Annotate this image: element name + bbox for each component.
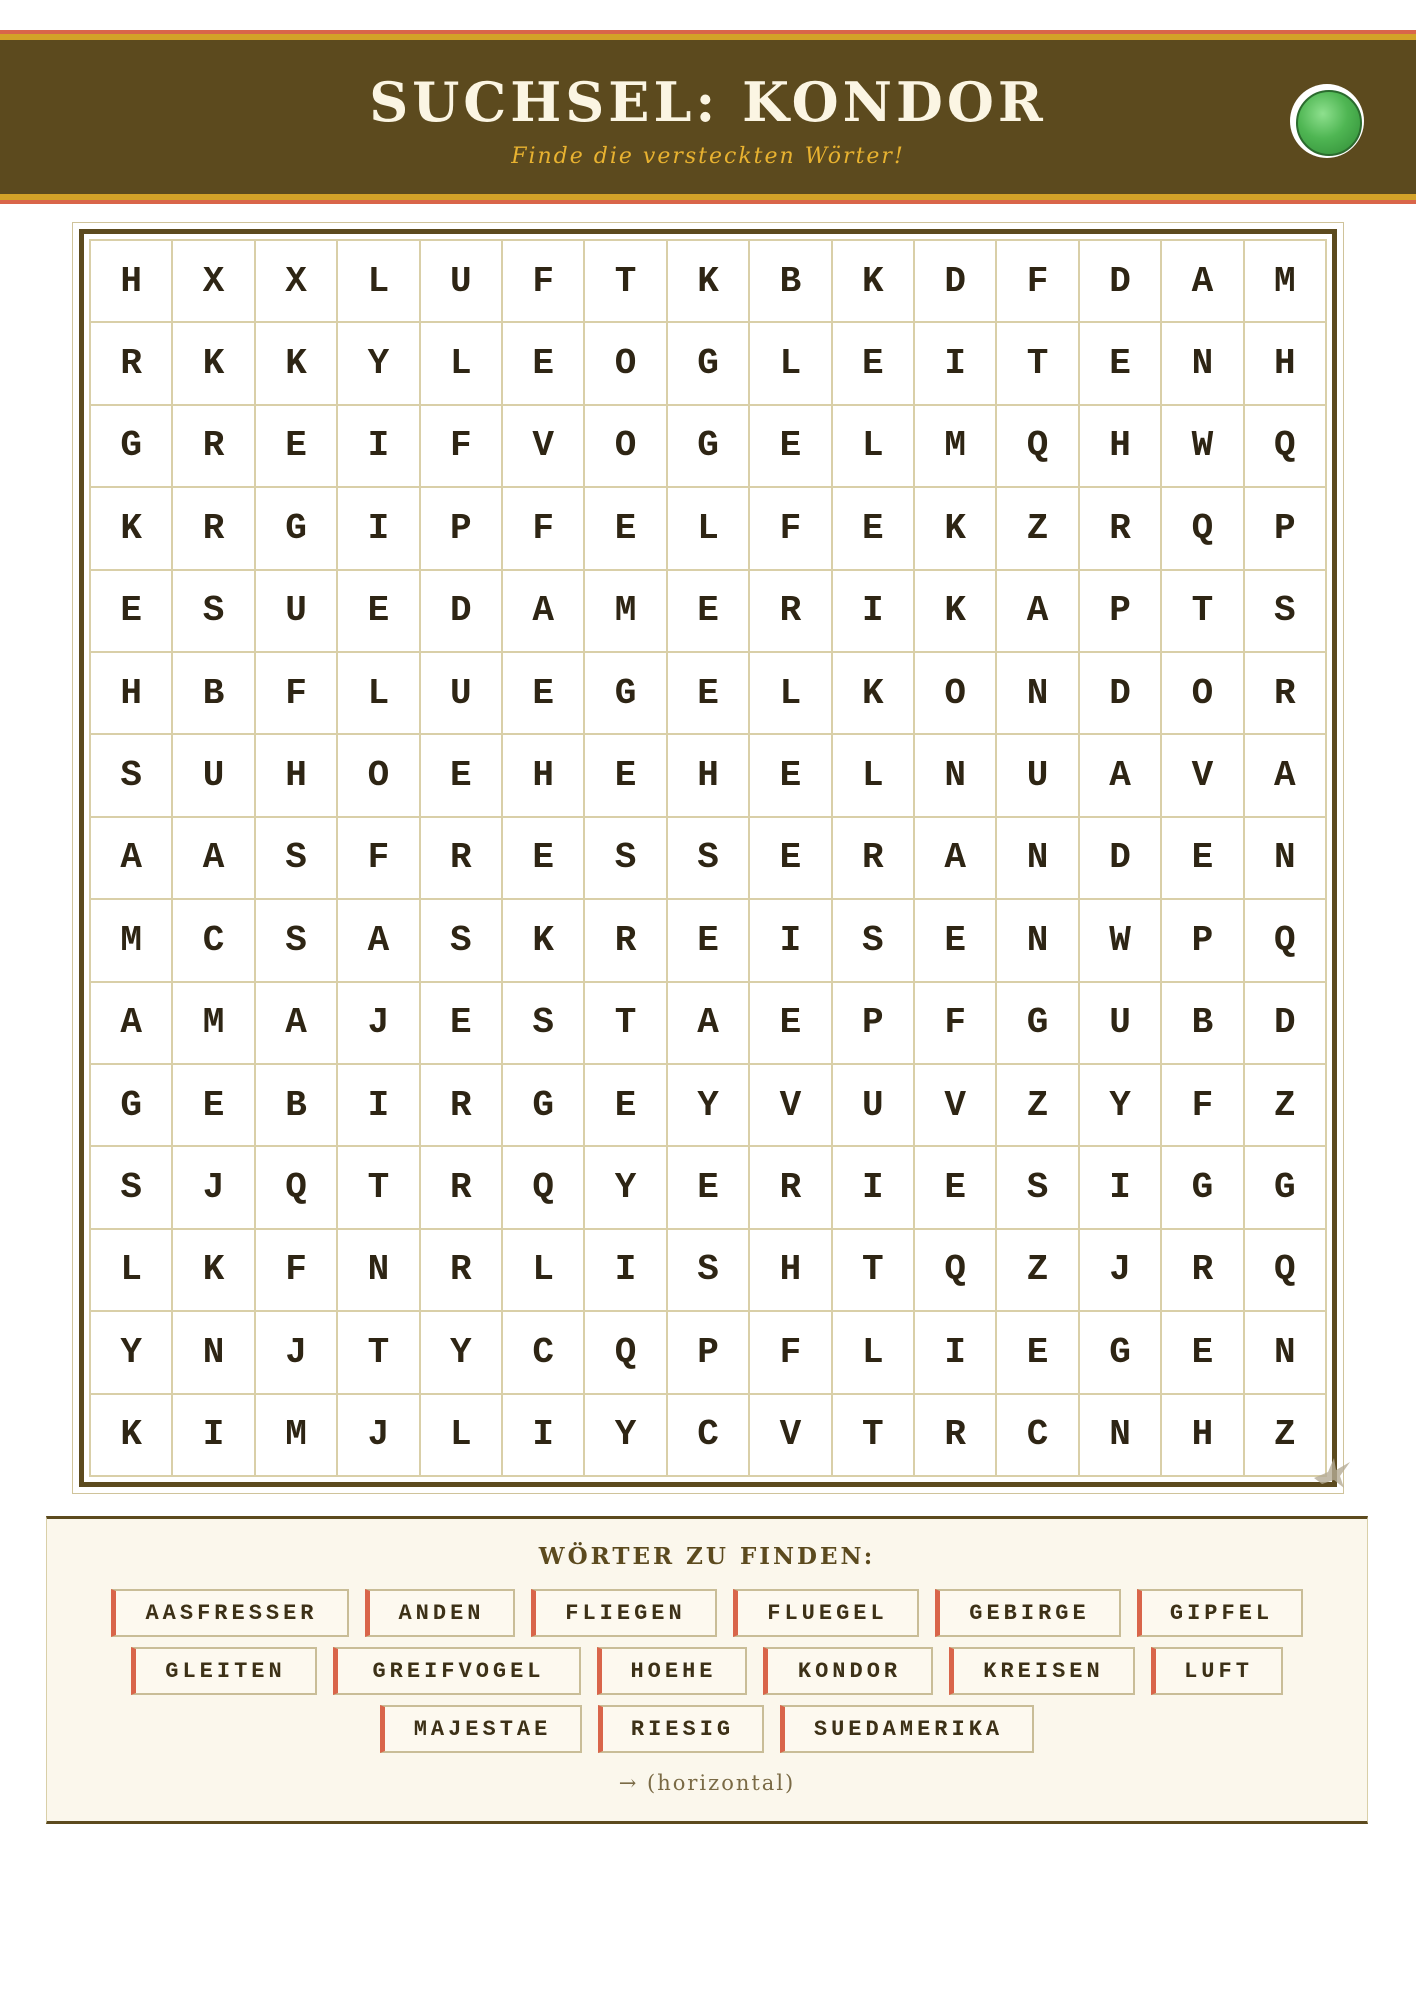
word-chip: GREIFVOGEL: [333, 1647, 581, 1695]
grid-cell[interactable]: E: [668, 1147, 750, 1229]
grid-cell[interactable]: J: [173, 1147, 255, 1229]
header-banner: [0, 34, 1416, 200]
grid-cell[interactable]: N: [338, 1230, 420, 1312]
grid-cell[interactable]: Q: [256, 1147, 338, 1229]
grid-cell[interactable]: E: [750, 983, 832, 1065]
grid-cell[interactable]: E: [91, 571, 173, 653]
grid-cell[interactable]: I: [915, 1312, 997, 1394]
grid-cell[interactable]: E: [915, 900, 997, 982]
grid-cell[interactable]: J: [338, 983, 420, 1065]
letter-grid: [89, 239, 1327, 1477]
grid-cell[interactable]: I: [750, 900, 832, 982]
grid-cell[interactable]: E: [173, 1065, 255, 1147]
grid-cell[interactable]: F: [503, 488, 585, 570]
grid-cell[interactable]: J: [256, 1312, 338, 1394]
grid-cell[interactable]: K: [668, 241, 750, 323]
grid-cell[interactable]: T: [833, 1395, 915, 1477]
grid-cell[interactable]: U: [997, 735, 1079, 817]
grid-cell[interactable]: N: [997, 653, 1079, 735]
grid-cell[interactable]: F: [338, 818, 420, 900]
grid-cell[interactable]: H: [91, 241, 173, 323]
grid-cell[interactable]: I: [833, 1147, 915, 1229]
grid-cell[interactable]: T: [338, 1312, 420, 1394]
grid-cell[interactable]: F: [997, 241, 1079, 323]
grid-cell[interactable]: Q: [503, 1147, 585, 1229]
grid-cell[interactable]: N: [1162, 323, 1244, 405]
grid-cell[interactable]: X: [256, 241, 338, 323]
word-list-row: [47, 1647, 1367, 1695]
word-chip: KONDOR: [763, 1647, 933, 1695]
grid-cell[interactable]: R: [1080, 488, 1162, 570]
grid-cell[interactable]: L: [750, 323, 832, 405]
grid-cell[interactable]: L: [668, 488, 750, 570]
grid-cell[interactable]: F: [750, 488, 832, 570]
grid-cell[interactable]: S: [1245, 571, 1327, 653]
grid-cell[interactable]: K: [173, 1230, 255, 1312]
grid-cell[interactable]: E: [668, 653, 750, 735]
grid-cell[interactable]: R: [1245, 653, 1327, 735]
grid-cell[interactable]: E: [421, 735, 503, 817]
grid-cell[interactable]: R: [1162, 1230, 1244, 1312]
grid-cell[interactable]: R: [173, 406, 255, 488]
grid-cell[interactable]: D: [1245, 983, 1327, 1065]
grid-cell[interactable]: D: [1080, 241, 1162, 323]
grid-cell[interactable]: N: [173, 1312, 255, 1394]
grid-cell[interactable]: R: [421, 1147, 503, 1229]
grid-cell[interactable]: M: [915, 406, 997, 488]
grid-cell[interactable]: A: [503, 571, 585, 653]
word-list-panel: [46, 1516, 1368, 1824]
word-chip: RIESIG: [598, 1705, 764, 1753]
grid-cell[interactable]: E: [1162, 1312, 1244, 1394]
grid-cell[interactable]: P: [1162, 900, 1244, 982]
grid-cell[interactable]: O: [585, 323, 667, 405]
grid-cell[interactable]: K: [833, 653, 915, 735]
grid-cell[interactable]: R: [833, 818, 915, 900]
grid-cell[interactable]: Y: [585, 1395, 667, 1477]
grid-cell[interactable]: P: [1245, 488, 1327, 570]
grid-cell[interactable]: E: [833, 323, 915, 405]
grid-cell[interactable]: I: [833, 571, 915, 653]
grid-cell[interactable]: Q: [1162, 488, 1244, 570]
grid-cell[interactable]: H: [503, 735, 585, 817]
grid-cell[interactable]: V: [750, 1395, 832, 1477]
grid-cell[interactable]: L: [421, 323, 503, 405]
grid-cell[interactable]: U: [1080, 983, 1162, 1065]
grid-cell[interactable]: A: [1162, 241, 1244, 323]
grid-cell[interactable]: A: [338, 900, 420, 982]
grid-cell[interactable]: S: [833, 900, 915, 982]
grid-cell[interactable]: M: [173, 983, 255, 1065]
grid-cell[interactable]: G: [503, 1065, 585, 1147]
grid-cell[interactable]: C: [668, 1395, 750, 1477]
grid-cell[interactable]: K: [503, 900, 585, 982]
grid-cell[interactable]: W: [1080, 900, 1162, 982]
grid-cell[interactable]: E: [503, 653, 585, 735]
grid-cell[interactable]: N: [997, 900, 1079, 982]
grid-cell[interactable]: E: [585, 1065, 667, 1147]
grid-cell[interactable]: T: [585, 241, 667, 323]
grid-cell[interactable]: H: [256, 735, 338, 817]
grid-cell[interactable]: I: [503, 1395, 585, 1477]
grid-cell[interactable]: N: [915, 735, 997, 817]
grid-cell[interactable]: S: [91, 1147, 173, 1229]
grid-cell[interactable]: B: [750, 241, 832, 323]
word-chip: MAJESTAE: [380, 1705, 582, 1753]
grid-cell[interactable]: E: [997, 1312, 1079, 1394]
grid-cell[interactable]: N: [997, 818, 1079, 900]
word-chip: AASFRESSER: [111, 1589, 349, 1637]
grid-cell[interactable]: T: [833, 1230, 915, 1312]
grid-cell[interactable]: S: [997, 1147, 1079, 1229]
grid-cell[interactable]: G: [585, 653, 667, 735]
grid-cell[interactable]: K: [91, 488, 173, 570]
grid-cell[interactable]: B: [1162, 983, 1244, 1065]
word-chip: GEBIRGE: [935, 1589, 1121, 1637]
page-subtitle: Finde die versteckten Wörter!: [511, 144, 905, 169]
grid-cell[interactable]: L: [503, 1230, 585, 1312]
grid-cell[interactable]: Z: [997, 1230, 1079, 1312]
grid-cell[interactable]: I: [1080, 1147, 1162, 1229]
grid-cell[interactable]: E: [833, 488, 915, 570]
grid-cell[interactable]: K: [91, 1395, 173, 1477]
grid-cell[interactable]: E: [338, 571, 420, 653]
grid-cell[interactable]: E: [1080, 323, 1162, 405]
grid-cell[interactable]: L: [833, 735, 915, 817]
grid-cell[interactable]: A: [997, 571, 1079, 653]
grid-cell[interactable]: E: [256, 406, 338, 488]
grid-cell[interactable]: O: [915, 653, 997, 735]
grid-cell[interactable]: U: [421, 241, 503, 323]
grid-cell[interactable]: A: [91, 818, 173, 900]
grid-cell[interactable]: G: [91, 1065, 173, 1147]
grid-cell[interactable]: Z: [997, 1065, 1079, 1147]
grid-cell[interactable]: F: [421, 406, 503, 488]
grid-cell[interactable]: N: [1245, 818, 1327, 900]
grid-cell[interactable]: S: [668, 1230, 750, 1312]
word-list-row: [47, 1705, 1367, 1753]
grid-cell[interactable]: S: [91, 735, 173, 817]
grid-cell[interactable]: D: [1080, 818, 1162, 900]
grid-cell[interactable]: A: [173, 818, 255, 900]
grid-cell[interactable]: Y: [91, 1312, 173, 1394]
grid-cell[interactable]: E: [503, 818, 585, 900]
word-chip: ANDEN: [365, 1589, 515, 1637]
grid-cell[interactable]: U: [833, 1065, 915, 1147]
direction-hint: → (horizontal): [618, 1771, 796, 1795]
grid-cell[interactable]: B: [256, 1065, 338, 1147]
grid-cell[interactable]: U: [173, 735, 255, 817]
grid-cell[interactable]: E: [750, 735, 832, 817]
grid-cell[interactable]: X: [173, 241, 255, 323]
word-chip: FLUEGEL: [733, 1589, 919, 1637]
word-list-row: [47, 1589, 1367, 1637]
grid-cell[interactable]: R: [750, 1147, 832, 1229]
grid-cell[interactable]: H: [1245, 323, 1327, 405]
grid-cell[interactable]: Y: [1080, 1065, 1162, 1147]
grid-cell[interactable]: G: [668, 323, 750, 405]
grid-cell[interactable]: U: [256, 571, 338, 653]
grid-cell[interactable]: F: [1162, 1065, 1244, 1147]
condor-bird-icon: [1310, 1448, 1356, 1494]
grid-cell[interactable]: Q: [1245, 1230, 1327, 1312]
grid-cell[interactable]: E: [750, 406, 832, 488]
grid-cell[interactable]: C: [503, 1312, 585, 1394]
grid-cell[interactable]: L: [833, 406, 915, 488]
grid-cell[interactable]: H: [91, 653, 173, 735]
grid-cell[interactable]: H: [668, 735, 750, 817]
grid-cell[interactable]: Q: [915, 1230, 997, 1312]
grid-cell[interactable]: S: [256, 818, 338, 900]
grid-cell[interactable]: F: [256, 653, 338, 735]
grid-cell[interactable]: H: [1080, 406, 1162, 488]
grid-cell[interactable]: D: [421, 571, 503, 653]
grid-cell[interactable]: Q: [1245, 900, 1327, 982]
word-chip: GIPFEL: [1137, 1589, 1303, 1637]
grid-cell[interactable]: F: [503, 241, 585, 323]
word-chip: HOEHE: [597, 1647, 747, 1695]
grid-cell[interactable]: I: [915, 323, 997, 405]
grid-cell[interactable]: O: [1162, 653, 1244, 735]
grid-cell[interactable]: R: [915, 1395, 997, 1477]
grid-cell[interactable]: J: [338, 1395, 420, 1477]
grid-cell[interactable]: W: [1162, 406, 1244, 488]
grid-cell[interactable]: S: [421, 900, 503, 982]
grid-cell[interactable]: T: [1162, 571, 1244, 653]
grid-cell[interactable]: P: [1080, 571, 1162, 653]
grid-cell[interactable]: Y: [338, 323, 420, 405]
grid-cell[interactable]: F: [750, 1312, 832, 1394]
grid-cell[interactable]: R: [421, 1230, 503, 1312]
grid-cell[interactable]: E: [750, 818, 832, 900]
grid-cell[interactable]: L: [750, 653, 832, 735]
grid-cell[interactable]: S: [585, 818, 667, 900]
grid-cell[interactable]: T: [997, 323, 1079, 405]
grid-cell[interactable]: E: [585, 735, 667, 817]
grid-cell[interactable]: C: [997, 1395, 1079, 1477]
grid-cell[interactable]: Q: [585, 1312, 667, 1394]
word-chip: GLEITEN: [131, 1647, 317, 1695]
word-chip: SUEDAMERIKA: [780, 1705, 1034, 1753]
grid-cell[interactable]: N: [1080, 1395, 1162, 1477]
grid-cell[interactable]: E: [668, 900, 750, 982]
grid-cell[interactable]: U: [421, 653, 503, 735]
grid-cell[interactable]: J: [1080, 1230, 1162, 1312]
grid-cell[interactable]: E: [421, 983, 503, 1065]
grid-cell[interactable]: L: [833, 1312, 915, 1394]
grid-cell[interactable]: D: [915, 241, 997, 323]
grid-cell[interactable]: R: [421, 1065, 503, 1147]
grid-cell[interactable]: K: [256, 323, 338, 405]
green-status-dot-icon: [1290, 84, 1364, 158]
grid-cell[interactable]: E: [1162, 818, 1244, 900]
grid-cell[interactable]: M: [91, 900, 173, 982]
grid-cell[interactable]: A: [1080, 735, 1162, 817]
word-chip: KREISEN: [949, 1647, 1135, 1695]
grid-cell[interactable]: O: [585, 406, 667, 488]
grid-cell[interactable]: F: [915, 983, 997, 1065]
grid-cell[interactable]: K: [173, 323, 255, 405]
grid-cell[interactable]: A: [91, 983, 173, 1065]
grid-cell[interactable]: A: [915, 818, 997, 900]
grid-cell[interactable]: R: [585, 900, 667, 982]
word-chip: FLIEGEN: [531, 1589, 717, 1637]
grid-cell[interactable]: T: [585, 983, 667, 1065]
grid-cell[interactable]: G: [668, 406, 750, 488]
grid-cell[interactable]: V: [503, 406, 585, 488]
grid-cell[interactable]: I: [338, 488, 420, 570]
grid-cell[interactable]: H: [750, 1230, 832, 1312]
word-list-title: WÖRTER ZU FINDEN:: [538, 1543, 876, 1570]
grid-cell[interactable]: Y: [668, 1065, 750, 1147]
grid-cell[interactable]: M: [585, 571, 667, 653]
grid-cell[interactable]: S: [668, 818, 750, 900]
grid-cell[interactable]: T: [338, 1147, 420, 1229]
grid-cell[interactable]: I: [585, 1230, 667, 1312]
grid-cell[interactable]: G: [91, 406, 173, 488]
grid-cell[interactable]: R: [173, 488, 255, 570]
grid-cell[interactable]: A: [1245, 735, 1327, 817]
grid-cell[interactable]: V: [915, 1065, 997, 1147]
puzzle-border: [79, 229, 1337, 1487]
grid-cell[interactable]: S: [503, 983, 585, 1065]
grid-cell[interactable]: I: [173, 1395, 255, 1477]
grid-cell[interactable]: Q: [997, 406, 1079, 488]
grid-cell[interactable]: Z: [1245, 1395, 1327, 1477]
grid-cell[interactable]: I: [338, 1065, 420, 1147]
grid-cell[interactable]: G: [1245, 1147, 1327, 1229]
grid-cell[interactable]: R: [421, 818, 503, 900]
grid-cell[interactable]: L: [338, 241, 420, 323]
grid-cell[interactable]: Y: [421, 1312, 503, 1394]
grid-cell[interactable]: L: [421, 1395, 503, 1477]
grid-cell[interactable]: G: [256, 488, 338, 570]
grid-cell[interactable]: Z: [1245, 1065, 1327, 1147]
grid-cell[interactable]: P: [421, 488, 503, 570]
grid-cell[interactable]: Z: [997, 488, 1079, 570]
grid-cell[interactable]: R: [750, 571, 832, 653]
grid-cell[interactable]: C: [173, 900, 255, 982]
grid-cell[interactable]: K: [833, 241, 915, 323]
grid-cell[interactable]: A: [668, 983, 750, 1065]
grid-cell[interactable]: V: [1162, 735, 1244, 817]
grid-cell[interactable]: L: [338, 653, 420, 735]
grid-cell[interactable]: B: [173, 653, 255, 735]
grid-cell[interactable]: I: [338, 406, 420, 488]
grid-cell[interactable]: E: [503, 323, 585, 405]
grid-cell[interactable]: G: [997, 983, 1079, 1065]
grid-cell[interactable]: K: [915, 488, 997, 570]
grid-cell[interactable]: L: [91, 1230, 173, 1312]
grid-cell[interactable]: S: [173, 571, 255, 653]
grid-cell[interactable]: P: [833, 983, 915, 1065]
grid-cell[interactable]: R: [91, 323, 173, 405]
grid-cell[interactable]: K: [915, 571, 997, 653]
grid-cell[interactable]: G: [1080, 1312, 1162, 1394]
grid-cell[interactable]: Y: [585, 1147, 667, 1229]
grid-cell[interactable]: E: [668, 571, 750, 653]
grid-cell[interactable]: D: [1080, 653, 1162, 735]
grid-cell[interactable]: V: [750, 1065, 832, 1147]
page-title: SUCHSEL: KONDOR: [369, 70, 1047, 134]
grid-cell[interactable]: H: [1162, 1395, 1244, 1477]
grid-cell[interactable]: P: [668, 1312, 750, 1394]
grid-cell[interactable]: A: [256, 983, 338, 1065]
grid-cell[interactable]: E: [585, 488, 667, 570]
grid-cell[interactable]: O: [338, 735, 420, 817]
grid-cell[interactable]: F: [256, 1230, 338, 1312]
grid-cell[interactable]: M: [1245, 241, 1327, 323]
grid-cell[interactable]: N: [1245, 1312, 1327, 1394]
puzzle-frame: [72, 222, 1344, 1494]
word-chip: LUFT: [1151, 1647, 1283, 1695]
grid-cell[interactable]: E: [915, 1147, 997, 1229]
grid-cell[interactable]: M: [256, 1395, 338, 1477]
grid-cell[interactable]: Q: [1245, 406, 1327, 488]
grid-cell[interactable]: S: [256, 900, 338, 982]
grid-cell[interactable]: G: [1162, 1147, 1244, 1229]
